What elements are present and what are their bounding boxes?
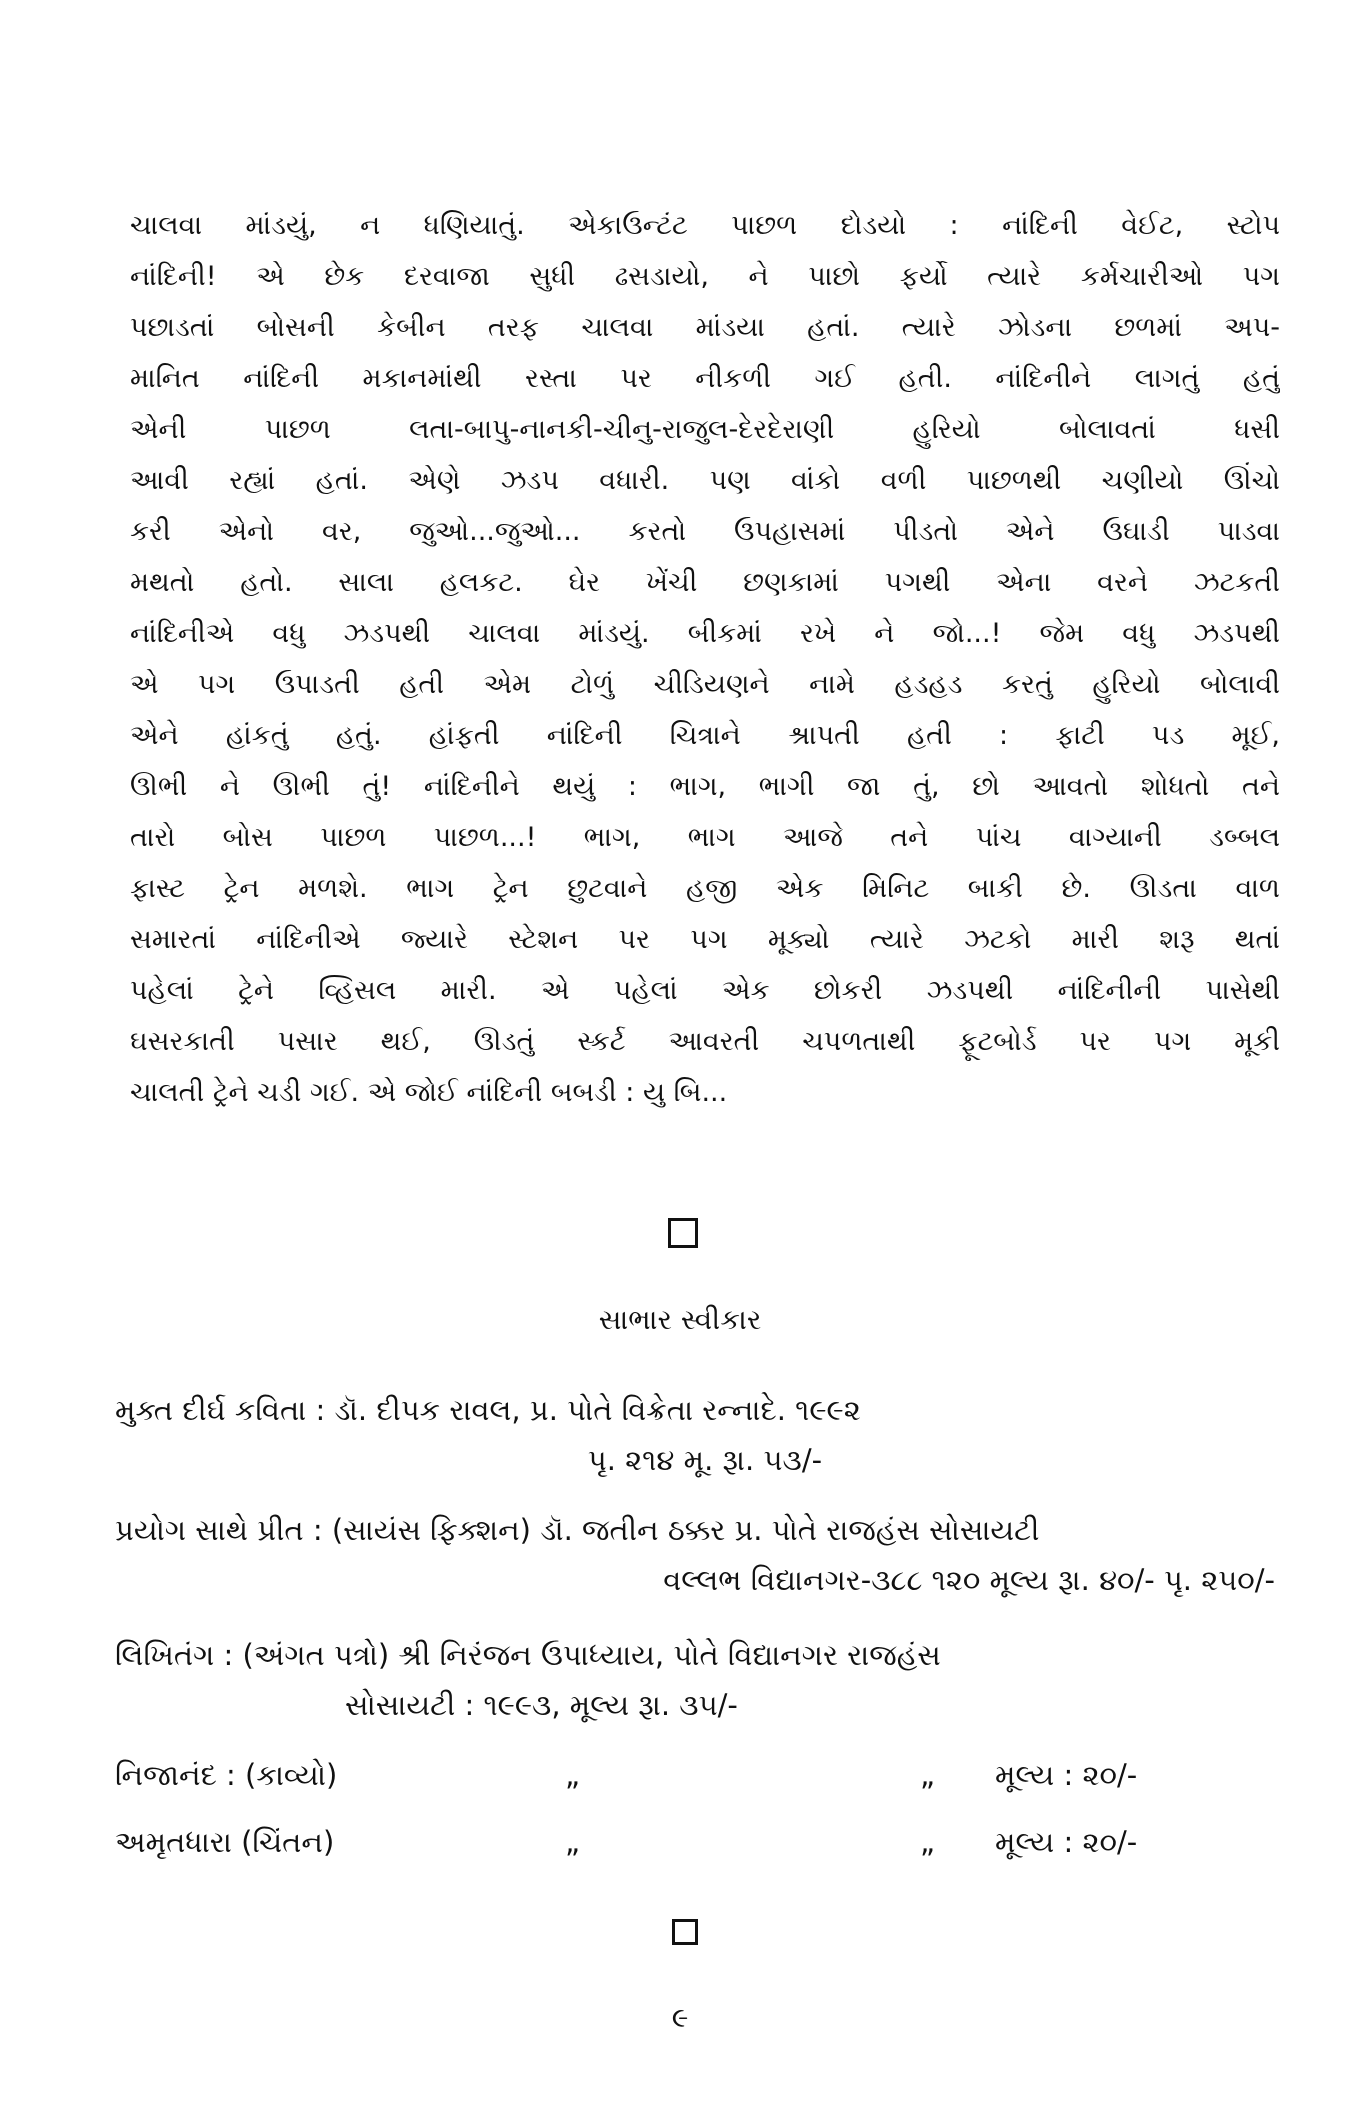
- acknowledgements-heading: સાભાર સ્વીકાર: [598, 1303, 762, 1336]
- acknowledgement-row: [115, 1817, 1295, 1867]
- story-line: ઘસરકાતી પસાર થઈ, ઊડતું સ્કર્ટ આવરતી ચપળતાથી ફૂટબોર્ડ પર પગ મૂકી: [130, 1026, 1280, 1057]
- story-line: એને હાંકતું હતું. હાંફતી નાંદિની ચિત્રાને શ્રાપતી હતી : ફાટી પડ મૂઈ,: [130, 720, 1280, 751]
- story-line: આવી રહ્યાં હતાં. એણે ઝડપ વધારી. પણ વાંકો વળી પાછળથી ચણીયો ઊંચો: [130, 465, 1280, 496]
- story-line: પહેલાં ટ્રેને વ્હિસલ મારી. એ પહેલાં એક છોકરી ઝડપથી નાંદિનીની પાસેથી: [130, 975, 1280, 1006]
- story-line: તારો બોસ પાછળ પાછળ...! ભાગ, ભાગ આજે તને પાંચ વાગ્યાની ડબ્બલ: [130, 822, 1280, 853]
- book-price: મૂલ્ય : ૨૦/-: [995, 1825, 1138, 1859]
- page-number: ૯: [671, 2001, 689, 2034]
- entry-continuation: પૃ. ૨૧૪ મૂ. રૂા. ૫૩/-: [587, 1443, 823, 1477]
- story-line: પછાડતાં બોસની કેબીન તરફ ચાલવા માંડયા હતાં. ત્યારે ઝોડના છળમાં અપ-: [130, 312, 1280, 343]
- story-line: એની પાછળ લતા-બાપુ-નાનકી-ચીનુ-રાજુલ-દેરદેરાણી હુરિયો બોલાવતાં ધસી: [130, 414, 1280, 445]
- story-text: [130, 200, 1280, 1118]
- story-line: નાંદિની! એ છેક દરવાજા સુધી ઢસડાયો, ને પાછો ફર્યો ત્યારે કર્મચારીઓ પગ: [130, 261, 1280, 292]
- book-price: મૂલ્ય : ૨૦/-: [995, 1758, 1138, 1792]
- ditto-mark: „: [920, 1758, 936, 1792]
- story-line: ફાસ્ટ ટ્રેન મળશે. ભાગ ટ્રેન છુટવાને હજી એક મિનિટ બાકી છે. ઊડતા વાળ: [130, 873, 1280, 904]
- section-separator-box-icon: [668, 1218, 698, 1248]
- entry-continuation: સોસાયટી : ૧૯૯૩, મૂલ્ય રૂા. ૩૫/-: [345, 1688, 738, 1722]
- entry-line: પ્રયોગ સાથે પ્રીત : (સાયંસ ફિક્શન) ડૉ. જતીન ઠક્કર પ્ર. પોતે રાજહંસ સોસાયટી: [115, 1513, 1040, 1547]
- story-line: એ પગ ઉપાડતી હતી એમ ટોળું ચીડિયણને નામે હડહડ કરતું હુરિયો બોલાવી: [130, 669, 1280, 700]
- story-line: ચાલતી ટ્રેને ચડી ગઈ. એ જોઈ નાંદિની બબડી : યુ બિ...: [130, 1077, 728, 1108]
- ditto-mark: „: [565, 1758, 581, 1792]
- entry-continuation: વલ્લભ વિદ્યાનગર-૩૮૮ ૧૨૦ મૂલ્ય રૂા. ૪૦/- પૃ. ૨૫૦/-: [663, 1563, 1275, 1597]
- story-line: કરી એનો વર, જુઓ...જુઓ... કરતો ઉપહાસમાં પીડતો એને ઉઘાડી પાડવા: [130, 516, 1280, 547]
- ditto-mark: „: [565, 1825, 581, 1859]
- story-line: મથતો હતો. સાલા હલકટ. ઘેર ખેંચી છણકામાં પગથી એના વરને ઝટકતી: [130, 567, 1280, 598]
- acknowledgement-entry: [115, 1630, 1295, 1730]
- acknowledgement-entry: [115, 1385, 1295, 1485]
- entry-line: મુક્ત દીર્ઘ કવિતા : ડૉ. દીપક રાવલ, પ્ર. પોતે વિક્રેતા રન્નાદે. ૧૯૯૨: [115, 1393, 861, 1427]
- story-line: ચાલવા માંડયું, ન ધણિયાતું. એકાઉન્ટંટ પાછળ દોડયો : નાંદિની વેઈટ, સ્ટોપ: [130, 210, 1280, 241]
- ditto-mark: „: [920, 1825, 936, 1859]
- story-line: નાંદિનીએ વધુ ઝડપથી ચાલવા માંડયું. બીકમાં રખે ને જો...! જેમ વધુ ઝડપથી: [130, 618, 1280, 649]
- story-line: ઊભી ને ઊભી તું! નાંદિનીને થયું : ભાગ, ભાગી જા તું, છો આવતો શોધતો તને: [130, 771, 1280, 802]
- story-line: માનિત નાંદિની મકાનમાંથી રસ્તા પર નીકળી ગઈ હતી. નાંદિનીને લાગતું હતું: [130, 363, 1280, 394]
- story-line: સમારતાં નાંદિનીએ જ્યારે સ્ટેશન પર પગ મૂક્યો ત્યારે ઝટકો મારી શરૂ થતાં: [130, 924, 1280, 955]
- acknowledgement-entry: [115, 1505, 1295, 1605]
- book-title: અમૃતધારા (ચિંતન): [115, 1825, 335, 1859]
- entry-line: લિખિતંગ : (અંગત પત્રો) શ્રી નિરંજન ઉપાધ્યાય, પોતે વિદ્યાનગર રાજહંસ: [115, 1638, 941, 1672]
- book-title: નિજાનંદ : (કાવ્યો): [115, 1758, 338, 1792]
- acknowledgement-row: [115, 1750, 1295, 1800]
- section-separator-box-icon: [672, 1919, 698, 1945]
